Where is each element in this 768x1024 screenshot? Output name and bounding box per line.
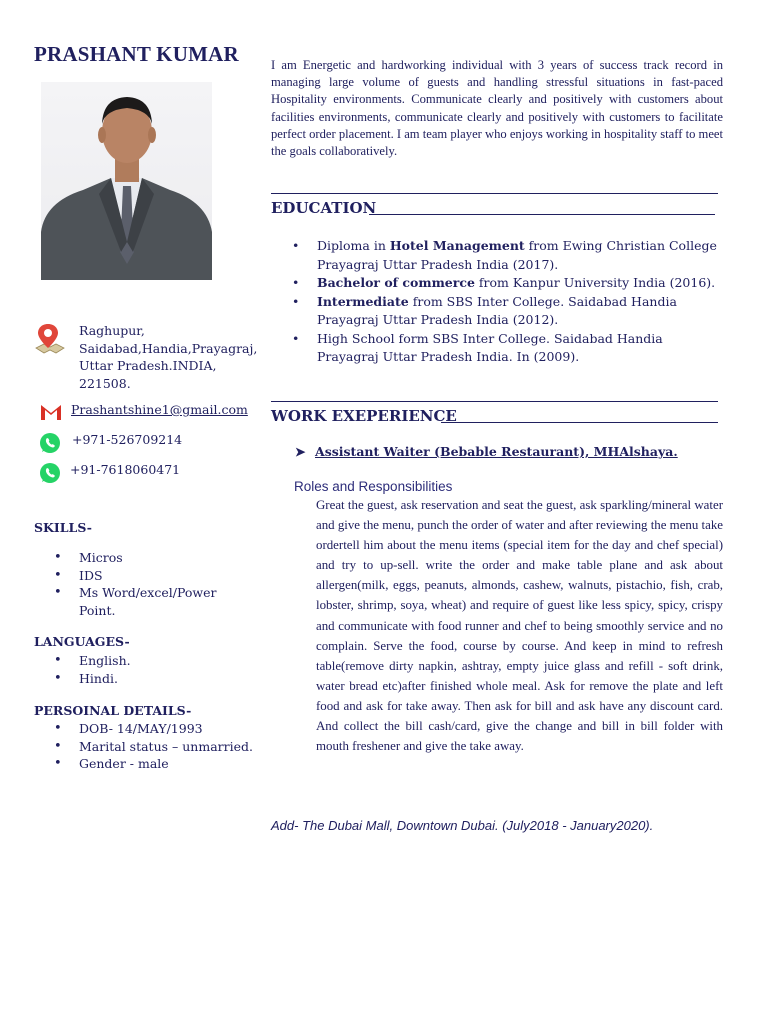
- education-heading-text: EDUCATION: [271, 199, 377, 217]
- profile-photo: [41, 82, 212, 280]
- section-divider: [271, 193, 718, 194]
- heading-underline: [369, 214, 715, 215]
- list-item: • English.: [34, 652, 234, 670]
- person-name: PRASHANT KUMAR: [34, 42, 239, 66]
- address-line: Saidabad,Handia,Prayagraj,: [79, 340, 258, 356]
- address-line: 221508.: [79, 375, 131, 391]
- work-heading-text: WORK EXEPERIENCE: [271, 407, 457, 425]
- job-title-row: [295, 444, 678, 459]
- list-item: • IDS: [34, 567, 234, 585]
- languages-title: LANGUAGES-: [34, 634, 130, 649]
- phone-number[interactable]: +91-7618060471: [70, 462, 181, 477]
- roles-description: Great the guest, ask reservation and seat the guest, ask sparkling/mineral water and give the menu, punch the order of water and after reviewing the menu take ordertell him about the menu items (special item for the day and chef special) and try to up-sell. write the order and make table plane and ask about allergen(milk, eggs, peanuts, almonds, cashew, walnuts, pistachio, fish, crab, lobster, shrimp, soya, wheat) and require of guest like less spicy, spicy, crispy and communicate with food runner and chef to being smoothly service and no complain. Serve the food, course by course. And keep in mind to refresh table(remove dirty napkin, ashtray, empty juice glass and refill - soft drink, water bread etc)after finished whole meal. Ask for remove the plate and left food and ask for take away. Then ask for bill and ask have any discount card. And collect the bill cash/card, give the change and bill in bill folder with mouth freshener and give the take away.: [316, 498, 723, 754]
- whatsapp-icon: [39, 432, 61, 454]
- arrow-bullet-icon: ➤: [295, 444, 306, 459]
- list-item: • Hindi.: [34, 670, 234, 688]
- section-divider: [271, 401, 718, 402]
- address-line: Uttar Pradesh.INDIA,: [79, 358, 217, 373]
- list-item: • Gender - male: [34, 755, 254, 773]
- education-item: • Diploma in Hotel Management from Ewing Christian College Prayagraj Uttar Pradesh India (2017).: [271, 237, 723, 274]
- person-photo-illustration: [41, 82, 212, 280]
- phone-number[interactable]: +971-526709214: [72, 432, 183, 447]
- heading-underline: [441, 422, 718, 423]
- email-link[interactable]: Prashantshine1@gmail.com: [71, 402, 248, 417]
- personal-details-list: [34, 720, 254, 773]
- skills-title: SKILLS-: [34, 520, 92, 535]
- education-item: • Intermediate from SBS Inter College. Saidabad Handia Prayagraj Uttar Pradesh India (2012).: [271, 293, 723, 330]
- languages-list: [34, 652, 234, 687]
- education-heading: [271, 198, 718, 218]
- work-heading: [271, 406, 718, 426]
- whatsapp-icon: [39, 462, 61, 484]
- roles-label: Roles and Responsibilities: [294, 479, 453, 494]
- job-title: Assistant Waiter (Bebable Restaurant), MHAlshaya.: [315, 444, 678, 459]
- list-item: • Ms Word/excel/Power Point.: [34, 584, 234, 619]
- personal-details-title: PERSOINAL DETAILS-: [34, 703, 192, 718]
- address-line: Raghupur,: [79, 323, 145, 338]
- list-item: • Marital status – unmarried.: [34, 738, 254, 756]
- location-icon: [34, 322, 66, 356]
- profile-summary: I am Energetic and hardworking individual with 3 years of success track record in managing large volume of guests and handling stressful situations in fast-paced Hospitality environments. Communicate clearly and positively with customers about facilities environments, communicate clearly and positively with customers to facilitate perfect order placement. I am team player who enjoys working in hospitality staff to meet the goals collaboratively.: [271, 58, 723, 159]
- address: [79, 322, 258, 392]
- education-item: • Bachelor of commerce from Kanpur University India (2016).: [271, 274, 723, 293]
- list-item: • DOB- 14/MAY/1993: [34, 720, 254, 738]
- work-location: Add- The Dubai Mall, Downtown Dubai. (July2018 - January2020).: [271, 818, 654, 833]
- list-item: • Micros: [34, 549, 234, 567]
- gmail-icon: [40, 402, 62, 422]
- education-item: • High School form SBS Inter College. Saidabad Handia Prayagraj Uttar Pradesh India. In (2009).: [271, 330, 723, 367]
- education-list: [271, 237, 723, 367]
- skills-list: [34, 549, 234, 619]
